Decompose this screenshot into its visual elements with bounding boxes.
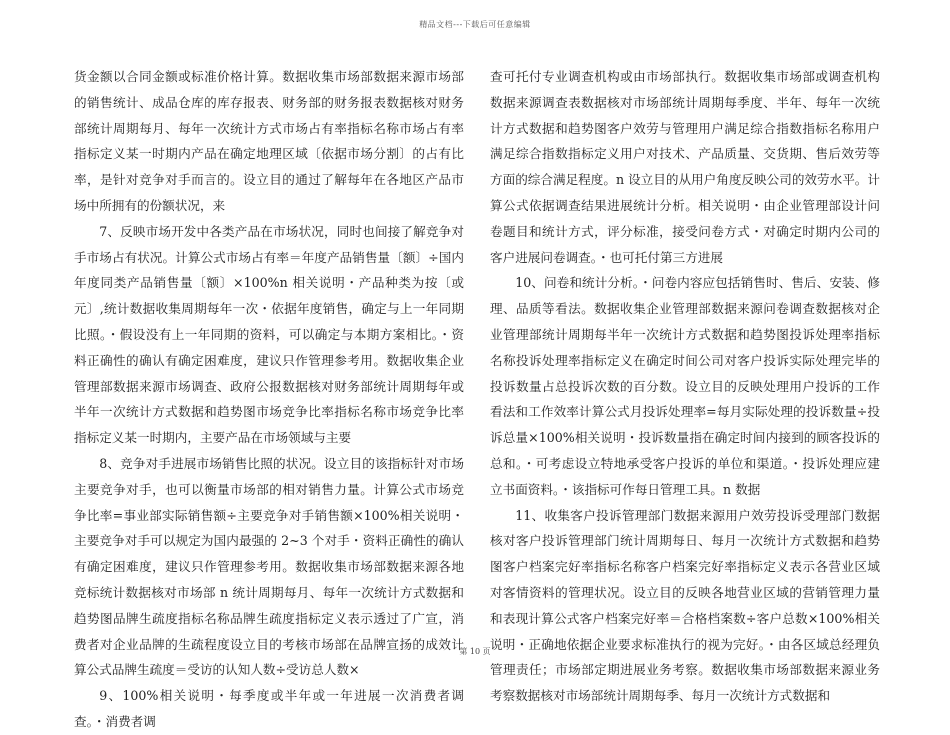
right-column [490, 64, 880, 709]
paragraph: 8、竞争对手进展市场销售比照的状况。设立目的该指标针对市场主要竞争对手，也可以衡量市场部的相对销售力量。计算公式市场竞争比率=事业部实际销售额÷主要竞争对手销售额×100%相关说明・主要竞争对手可以规定为国内最强的 2~3 个对手・资料正确性的确认有确定困难度，建议只作管理参考用。数据收集市场部数据来源各地竞标统计数据核对市场部 n 统计周期每月、每年一次统计方式数据和趋势图品牌生疏度指标名称品牌生疏度指标定义表示透过了广宣，消费者对企业品牌的生疏程度设立目的考核市场部在品牌宣扬的成效计算公式品牌生疏度＝受访的认知人数÷受访总人数× [74, 455, 464, 678]
left-column [74, 64, 464, 735]
paragraph: 10、问卷和统计分析。・问卷内容应包括销售时、售后、安装、修理、品质等看法。数据收集企业管理部数据来源问卷调查数据核对企业管理部统计周期每半年一次统计方式数据和趋势图投诉处理率指标名称投诉处理率指标定义在确定时间公司对客户投诉实际处理完毕的投诉数量占总投诉次数的百分数。设立目的反映处理用户投诉的工作看法和工作效率计算公式月投诉处理率=每月实际处理的投诉数量÷投诉总量×100%相关说明・投诉数量指在确定时间内接到的顾客投诉的总和。・可考虑设立特地承受客户投诉的单位和渠道。・投诉处理应建立书面资料。・该指标可作每日管理工具。n 数据 [490, 275, 880, 497]
paragraph: 货金额以合同金额或标准价格计算。数据收集市场部数据来源市场部的销售统计、成品仓库的库存报表、财务部的财务报表数据核对财务部统计周期每月、每年一次统计方式市场占有率指标名称市场占有率指标定义某一时期内产品在确定地理区域〔依据市场分割〕的占有比率，是针对竞争对手而言的。设立目的通过了解每年在各地区产品市场中所拥有的份额状况，来 [74, 69, 464, 213]
page-header: 精品文档---下载后可任意编辑 [419, 20, 531, 29]
paragraph: 查可托付专业调查机构或由市场部执行。数据收集市场部或调查机构数据来源调查表数据核对市场部统计周期每季度、半年、每年一次统计方式数据和趋势图客户效劳与管理用户满足综合指数指标名称用户满足综合指数指标定义用户对技术、产品质量、交货期、售后效劳等方面的综合满足程度。n 设立目的从用户角度反映公司的效劳水平。计算公式依据调查结果进展统计分析。相关说明・由企业管理部设计问卷题目和统计方式，评分标准，接受问卷方式・对确定时期内公司的客户进展问卷调查。・也可托付第三方进展 [490, 69, 880, 265]
paragraph: 11、收集客户投诉管理部门数据来源用户效劳投诉受理部门数据核对客户投诉管理部门统计周期每日、每月一次统计方式数据和趋势图客户档案完好率指标名称客户档案完好率指标定义表示各营业区域对客情资料的管理状况。设立目的反映各地营业区域的营销管理力量和表现计算公式客户档案完好率＝合格档案数÷客户总数×100%相关说明・正确地依据企业要求标准执行的视为完好。・由各区域总经理负管理责任；市场部定期进展业务考察。数据收集市场部数据来源业务考察数据核对市场部统计周期每季、每月一次统计方式数据和 [490, 507, 880, 704]
paragraph: 7、反映市场开发中各类产品在市场状况，同时也间接了解竞争对手市场占有状况。计算公式市场占有率＝年度产品销售量〔额〕÷国内年度同类产品销售量〔额〕×100%n 相关说明・产品种类为按〔或元〕,统计数据收集周期每年一次・依据年度销售，确定与上一年同期比照。・假设没有上一年同期的资料，可以确定与本期方案相比。・资料正确性的确认有确定困难度，建议只作管理参考用。数据收集企业管理部数据来源市场调查、政府公报数据核对财务部统计周期每年或半年一次统计方式数据和趋势图市场竞争比率指标名称市场竞争比率指标定义某一时期内，主要产品在市场领域与主要 [74, 223, 464, 446]
paragraph: 9、100%相关说明・每季度或半年或一年进展一次消费者调查。・消费者调 [74, 688, 464, 729]
page-number: 第 10 页 [459, 647, 491, 656]
